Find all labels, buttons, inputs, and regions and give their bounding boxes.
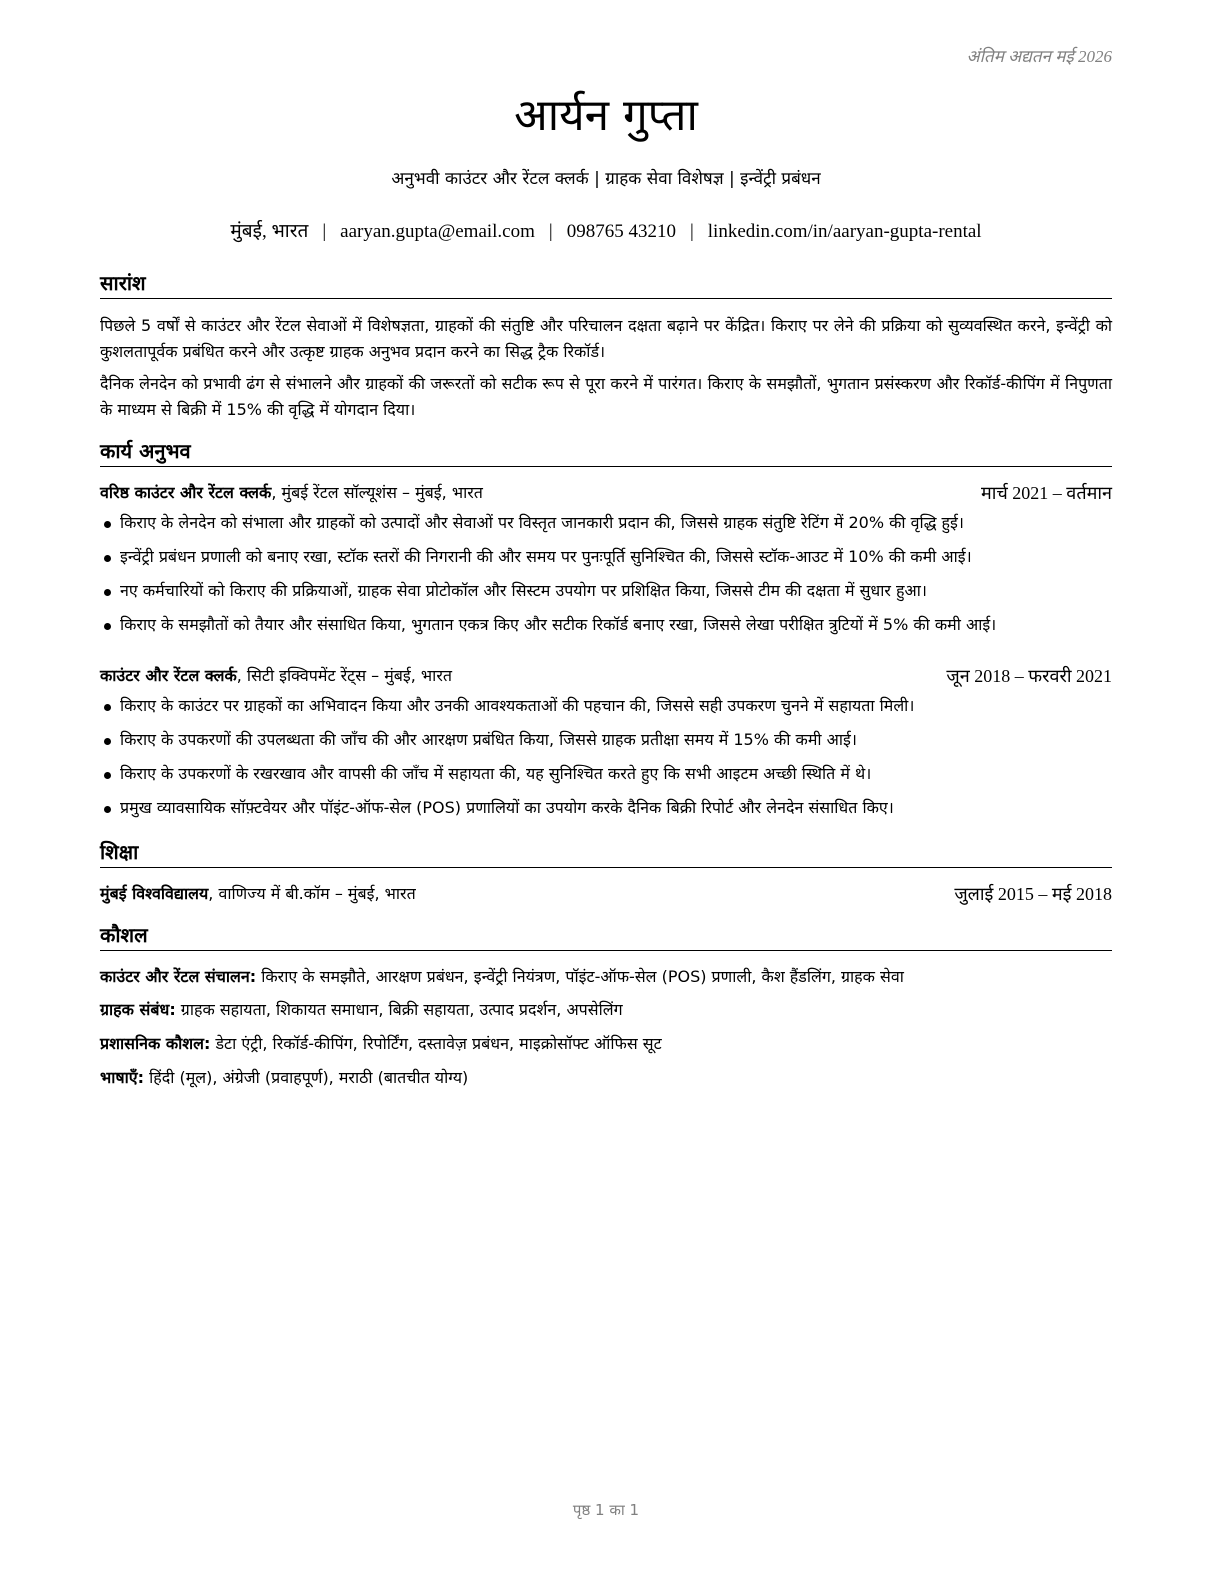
contact-email[interactable]: aaryan.gupta@email.com <box>340 221 535 242</box>
skill-value: हिंदी (मूल), अंग्रेजी (प्रवाहपूर्ण), मराठी (बातचीत योग्य) <box>144 1068 469 1087</box>
list-item: किराए के काउंटर पर ग्राहकों का अभिवादन किया और उनकी आवश्यकताओं की पहचान की, जिससे सही उपकरण चुनने में सहायता मिली। <box>100 693 1112 727</box>
degree-detail: , वाणिज्य में बी.कॉम – मुंबई, भारत <box>208 884 416 903</box>
skill-row <box>100 1031 1112 1057</box>
list-item: किराए के समझौतों को तैयार और संसाधित किया, भुगतान एकत्र किए और सटीक रिकॉर्ड बनाए रखा, जिससे लेखा परीक्षित त्रुटियों में 5% की कमी आई। <box>100 612 1112 646</box>
tagline: अनुभवी काउंटर और रेंटल क्लर्क | ग्राहक सेवा विशेषज्ञ | इन्वेंट्री प्रबंधन <box>391 169 821 189</box>
contact-separator: | <box>322 221 327 242</box>
page-number: पृष्ठ 1 का 1 <box>572 1501 640 1519</box>
last-updated: अंतिम अद्यतन मई 2026 <box>966 47 1112 66</box>
list-item: नए कर्मचारियों को किराए की प्रक्रियाओं, ग्राहक सेवा प्रोटोकॉल और सिस्टम उपयोग पर प्रशिक्षित किया, जिससे टीम की दक्षता में सुधार हुआ। <box>100 578 1112 612</box>
contact-separator: | <box>689 221 694 242</box>
skill-value: ग्राहक सहायता, शिकायत समाधान, बिक्री सहायता, उत्पाद प्रदर्शन, अपसेलिंग <box>175 1000 623 1019</box>
candidate-name: आर्यन गुप्ता <box>514 90 698 141</box>
contact-separator: | <box>548 221 553 242</box>
skill-label: भाषाएँ: <box>100 1068 145 1087</box>
job-org: , सिटी इक्विपमेंट रेंट्स – मुंबई, भारत <box>236 666 452 685</box>
skill-label: प्रशासनिक कौशल: <box>100 1034 211 1053</box>
institution-name: मुंबई विश्वविद्यालय <box>100 884 209 903</box>
job-role: काउंटर और रेंटल क्लर्क <box>100 666 237 685</box>
job-dates: जून 2018 – फरवरी 2021 <box>946 666 1112 686</box>
list-item: किराए के उपकरणों के रखरखाव और वापसी की जाँच में सहायता की, यह सुनिश्चित करते हुए कि सभी आइटम अच्छी स्थिति में थे। <box>100 761 1112 795</box>
contact-line <box>100 218 1112 246</box>
skill-row <box>100 997 1112 1023</box>
education-heading: शिक्षा <box>100 839 1112 868</box>
education-dates: जुलाई 2015 – मई 2018 <box>954 884 1112 904</box>
list-item: प्रमुख व्यावसायिक सॉफ़्टवेयर और पॉइंट-ऑफ-सेल (POS) प्रणालियों का उपयोग करके दैनिक बिक्री रिपोर्ट और लेनदेन संसाधित किए। <box>100 795 1112 829</box>
summary-paragraph-2: दैनिक लेनदेन को प्रभावी ढंग से संभालने और ग्राहकों की जरूरतों को सटीक रूप से पूरा करने में पारंगत। किराए के समझौतों, भुगतान प्रसंस्करण और रिकॉर्ड-कीपिंग में निपुणता के माध्यम से बिक्री में 15% की वृद्धि में योगदान दिया। <box>100 374 1112 419</box>
job-bullets <box>100 693 1112 829</box>
summary-heading: सारांश <box>100 270 1112 299</box>
contact-location: मुंबई, भारत <box>230 221 309 242</box>
education-entry <box>100 881 1112 907</box>
job-header <box>100 663 1112 689</box>
skill-label: काउंटर और रेंटल संचालन: <box>100 967 257 986</box>
contact-linkedin[interactable]: linkedin.com/in/aaryan-gupta-rental <box>707 221 982 242</box>
skill-row <box>100 964 1112 990</box>
resume-page <box>100 0 1112 1584</box>
list-item: किराए के लेनदेन को संभाला और ग्राहकों को उत्पादों और सेवाओं पर विस्तृत जानकारी प्रदान की, जिससे ग्राहक संतुष्टि रेटिंग में 20% की वृद्धि हुई। <box>100 510 1112 544</box>
skills-heading: कौशल <box>100 922 1112 951</box>
skill-value: किराए के समझौते, आरक्षण प्रबंधन, इन्वेंट्री नियंत्रण, पॉइंट-ऑफ-सेल (POS) प्रणाली, कैश हैंडलिंग, ग्राहक सेवा <box>256 967 904 986</box>
skill-value: डेटा एंट्री, रिकॉर्ड-कीपिंग, रिपोर्टिंग, दस्तावेज़ प्रबंधन, माइक्रोसॉफ्ट ऑफिस सूट <box>210 1034 662 1053</box>
skill-label: ग्राहक संबंध: <box>100 1000 176 1019</box>
skill-row <box>100 1065 1112 1091</box>
contact-phone: 098765 43210 <box>566 221 676 242</box>
job-role: वरिष्ठ काउंटर और रेंटल क्लर्क <box>100 483 272 502</box>
job-bullets <box>100 510 1112 646</box>
list-item: किराए के उपकरणों की उपलब्धता की जाँच की और आरक्षण प्रबंधित किया, जिससे ग्राहक प्रतीक्षा समय में 15% की कमी आई। <box>100 727 1112 761</box>
job-header <box>100 480 1112 506</box>
job-org: , मुंबई रेंटल सॉल्यूशंस – मुंबई, भारत <box>271 483 483 502</box>
list-item: इन्वेंट्री प्रबंधन प्रणाली को बनाए रखा, स्टॉक स्तरों की निगरानी की और समय पर पुनःपूर्ति सुनिश्चित की, जिससे स्टॉक-आउट में 10% की कमी आई। <box>100 544 1112 578</box>
job-dates: मार्च 2021 – वर्तमान <box>980 483 1112 503</box>
summary-paragraph-1: पिछले 5 वर्षों से काउंटर और रेंटल सेवाओं में विशेषज्ञता, ग्राहकों की संतुष्टि और परिचालन दक्षता बढ़ाने पर केंद्रित। किराए पर लेने की प्रक्रिया को सुव्यवस्थित करने, इन्वेंट्री को कुशलतापूर्वक प्रबंधित करने और उत्कृष्ट ग्राहक अनुभव प्रदान करने का सिद्ध ट्रैक रिकॉर्ड। <box>100 316 1112 361</box>
experience-heading: कार्य अनुभव <box>100 438 1112 467</box>
